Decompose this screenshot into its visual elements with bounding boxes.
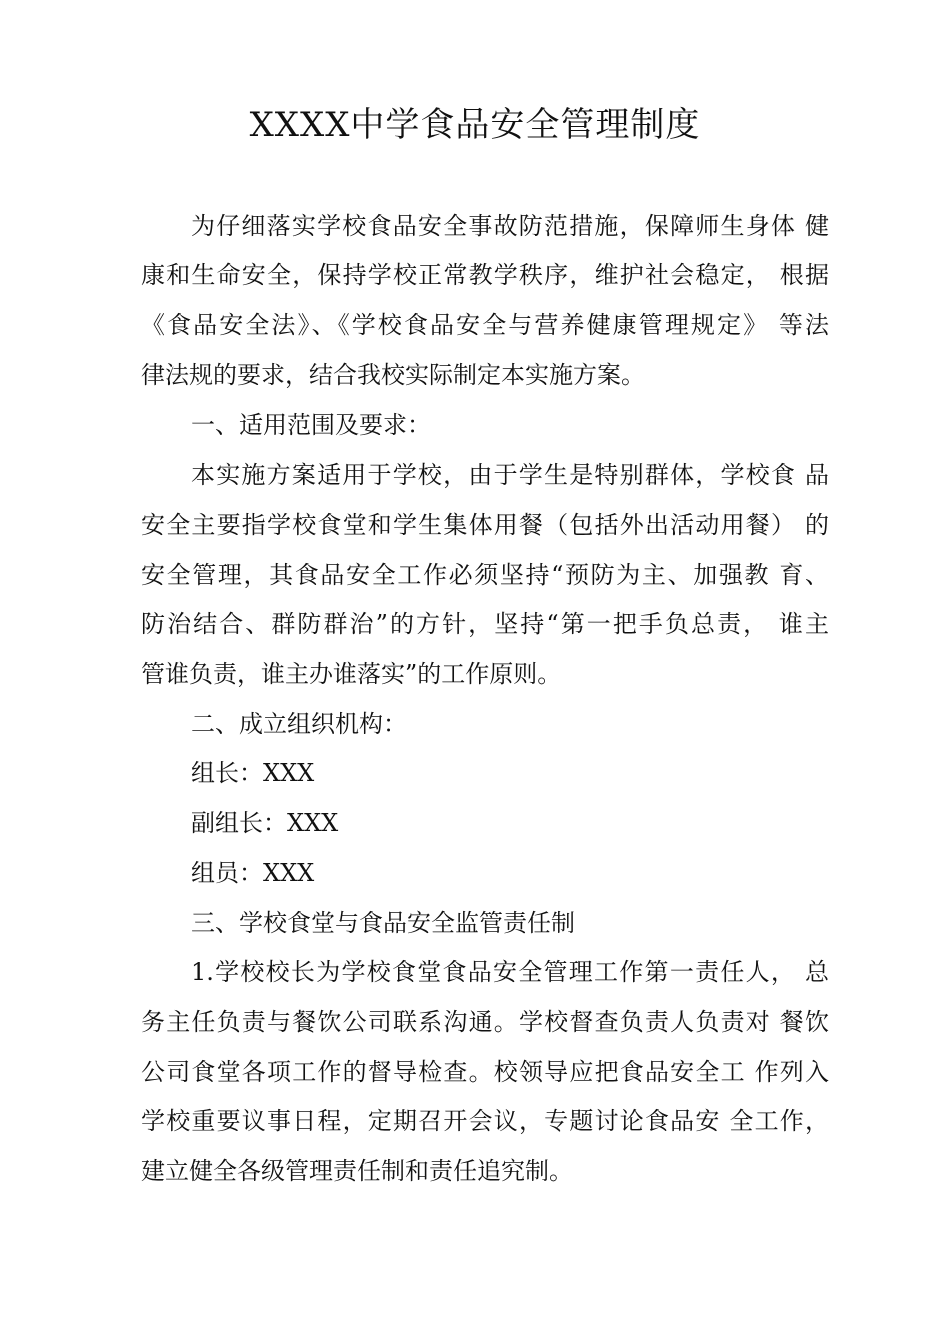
paragraph-line: 康和生命安全，保持学校正常教学秩序，维护社会稳定， 根据 [141, 261, 829, 289]
deputy-group-leader: 副组长：XXX [191, 809, 339, 837]
paragraph-line: 1.学校校长为学校食堂食品安全管理工作第一责任人， 总 [191, 958, 829, 986]
paragraph-line: 公司食堂各项工作的督导检查。校领导应把食品安全工 作列入 [141, 1058, 829, 1086]
paragraph-line: 管谁负责，谁主办谁落实”的工作原则。 [141, 660, 562, 688]
paragraph-line: 防治结合、群防群治”的方针，坚持“第一把手负总责， 谁主 [141, 610, 829, 638]
paragraph-line: 建立健全各级管理责任制和责任追究制。 [141, 1157, 573, 1185]
section-heading-responsibility: 三、学校食堂与食品安全监管责任制 [191, 909, 575, 937]
paragraph-line: 学校重要议事日程，定期召开会议，专题讨论食品安 全工作， [141, 1107, 829, 1135]
paragraph-line: 律法规的要求，结合我校实际制定本实施方案。 [141, 361, 645, 389]
group-leader: 组长：XXX [191, 759, 315, 787]
section-heading-organization: 二、成立组织机构： [191, 710, 407, 738]
paragraph-line: 本实施方案适用于学校，由于学生是特别群体，学校食 品 [191, 461, 829, 489]
document-title: XXXX中学食品安全管理制度 [249, 105, 701, 145]
group-members: 组员：XXX [191, 859, 315, 887]
paragraph-line: 安全主要指学校食堂和学生集体用餐（包括外出活动用餐） 的 [141, 511, 829, 539]
paragraph-line: 务主任负责与餐饮公司联系沟通。学校督查负责人负责对 餐饮 [141, 1008, 829, 1036]
section-heading-scope: 一、适用范围及要求： [191, 411, 431, 439]
paragraph-line: 《食品安全法》、《学校食品安全与营养健康管理规定》 等法 [141, 311, 829, 339]
paragraph-line: 为仔细落实学校食品安全事故防范措施，保障师生身体 健 [191, 212, 829, 240]
paragraph-line: 安全管理，其食品安全工作必须坚持“预防为主、加强教 育、 [141, 561, 829, 589]
